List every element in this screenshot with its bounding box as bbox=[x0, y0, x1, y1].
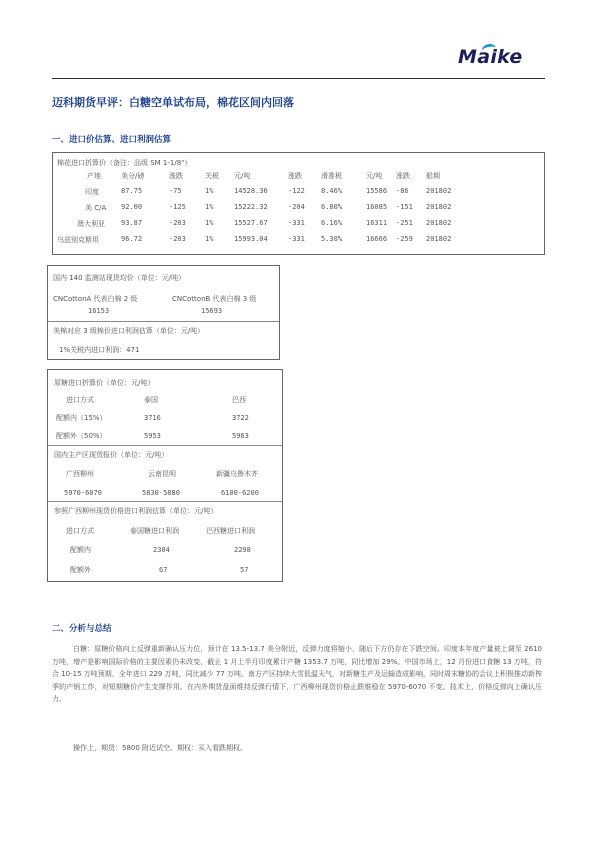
table-cell: 5.30% bbox=[321, 235, 343, 243]
cncotton-a-label: CNCottonA 代表白棉 2 级 bbox=[53, 295, 138, 303]
profit-row-value: 2298 bbox=[234, 546, 251, 554]
table-cell: 澳大利亚 bbox=[77, 220, 105, 228]
import-row-value: 5953 bbox=[144, 432, 161, 440]
cotton-profit-line: 1%关税内进口利润：471 bbox=[59, 346, 140, 354]
profit-header-brazil: 巴西糖进口利润 bbox=[206, 527, 255, 535]
table-cell: 8.46% bbox=[321, 187, 343, 195]
table-cell: -204 bbox=[288, 203, 305, 211]
import-header-thailand: 泰国 bbox=[144, 396, 158, 404]
table-cell: -251 bbox=[396, 219, 413, 227]
column-header: 涨跌 bbox=[288, 172, 302, 180]
table-cell: 92.00 bbox=[121, 203, 143, 211]
column-header: 美分/磅 bbox=[121, 172, 145, 180]
column-header: 元/吨 bbox=[366, 172, 383, 180]
import-row-value: 5963 bbox=[232, 432, 249, 440]
sugar-import-caption: 原糖进口折算价（单位：元/吨） bbox=[54, 379, 155, 387]
sugar-box bbox=[47, 369, 283, 582]
table-cell: 乌兹别克斯坦 bbox=[57, 236, 99, 244]
table-cell: -86 bbox=[396, 187, 409, 195]
table-cell: 201802 bbox=[426, 187, 452, 195]
domestic-cotton-box bbox=[47, 265, 280, 360]
import-row-label: 配额内（15%） bbox=[56, 414, 107, 422]
table-cell: 15527.67 bbox=[234, 219, 268, 227]
table-cell: 87.75 bbox=[121, 187, 143, 195]
table-cell: 93.87 bbox=[121, 219, 143, 227]
page-title: 迈科期货早评：白糖空单试布局，棉花区间内回落 bbox=[52, 96, 294, 109]
table-cell: 15586 bbox=[366, 187, 388, 195]
import-header-brazil: 巴西 bbox=[232, 396, 246, 404]
operation-paragraph: 操作上，期货：5800 附近试空。期权：买入看跌期权。 bbox=[73, 744, 248, 752]
table-cell: 1% bbox=[205, 219, 214, 227]
header-divider bbox=[52, 78, 545, 79]
table-row bbox=[57, 203, 549, 215]
table-cell: -75 bbox=[169, 187, 182, 195]
table-cell: 201802 bbox=[426, 219, 452, 227]
table-cell: 16085 bbox=[366, 203, 388, 211]
table-cell: 16311 bbox=[366, 219, 388, 227]
table-cell: 1% bbox=[205, 235, 214, 243]
table-cell: -331 bbox=[288, 235, 305, 243]
table-cell: 6.16% bbox=[321, 219, 343, 227]
table-cell: -122 bbox=[288, 187, 305, 195]
table-cell: 16666 bbox=[366, 235, 388, 243]
column-header: 元/吨 bbox=[234, 172, 251, 180]
profit-header-thailand: 泰国糖进口利润 bbox=[130, 527, 179, 535]
section-heading-analysis: 二、分析与总结 bbox=[52, 624, 112, 634]
table-cell: 美 C/A bbox=[85, 204, 107, 212]
import-row-label: 配额外（50%） bbox=[56, 432, 107, 440]
table-cell: 6.80% bbox=[321, 203, 343, 211]
table-cell: -203 bbox=[169, 219, 186, 227]
profit-row-value: 67 bbox=[159, 566, 168, 574]
table-header-row bbox=[57, 171, 549, 183]
table-cell: -331 bbox=[288, 219, 305, 227]
column-header: 关税 bbox=[205, 172, 219, 180]
cotton-profit-caption: 美棉对应 3 级棉价进口利润估算（单位：元/吨） bbox=[53, 327, 205, 335]
table-caption: 棉花进口折算价（备注：品级 SM 1-1/8"） bbox=[57, 159, 192, 167]
table-row bbox=[57, 219, 549, 231]
spot-price: 5830-5880 bbox=[142, 489, 180, 497]
table-cell: 96.72 bbox=[121, 235, 143, 243]
sugar-spot-caption: 国内主产区现货报价（单位：元/吨） bbox=[54, 451, 169, 459]
column-header: 产地 bbox=[87, 172, 101, 180]
spot-price: 5970-6070 bbox=[64, 489, 102, 497]
spot-region: 新疆乌鲁木齐 bbox=[216, 470, 258, 478]
import-row-value: 3722 bbox=[232, 414, 249, 422]
spot-price: 6100-6200 bbox=[221, 489, 259, 497]
analysis-paragraph: 白糖：原糖价格向上反弹重新确认压力位，预计在 13.5-13.7 美分附近，反弹力度将缩小，随后下方仍存在下跌空间。印度本年度产量被上调至 2610 万吨，增产是影响国际价格的主要因素仍未改变，截止 1 月上半月印度累计产糖 1353.7 万吨，同比增加 29%。中国市场上，12 月份进口食糖 13 万吨，符合 10-15 万吨预期，全年进口 229 万吨，同比减少 77 万吨。南方产区持续大雪低温天气，对新糖生产及运输造成影响，同时周末糖协的会议上积极推动新榨季的产销工作，对短期糖价产生支撑作用。在内外期货盘面维持反弹行情下，广西柳州现货价格止跌维稳在 5970-6070 不变。技术上，价格反弹向上确认压力。 bbox=[52, 645, 542, 703]
cotton-import-table bbox=[52, 152, 545, 255]
profit-row-label: 配额外 bbox=[70, 566, 91, 574]
cncotton-a-value: 16153 bbox=[88, 307, 110, 315]
table-cell: -151 bbox=[396, 203, 413, 211]
table-cell: -259 bbox=[396, 235, 413, 243]
column-header: 船期 bbox=[426, 172, 440, 180]
spot-region: 云南昆明 bbox=[148, 470, 176, 478]
profit-row-value: 2304 bbox=[153, 546, 170, 554]
column-header: 滑准税 bbox=[321, 172, 342, 180]
table-row bbox=[57, 187, 549, 199]
table-cell: -125 bbox=[169, 203, 186, 211]
table-cell: 201802 bbox=[426, 203, 452, 211]
table-cell: 1% bbox=[205, 203, 214, 211]
cncotton-b-value: 15693 bbox=[201, 307, 223, 315]
profit-row-value: 57 bbox=[240, 566, 249, 574]
table-cell: 1% bbox=[205, 187, 214, 195]
profit-row-label: 配额内 bbox=[70, 546, 91, 554]
table-cell: 印度 bbox=[85, 188, 99, 196]
table-cell: -203 bbox=[169, 235, 186, 243]
sugar-profit-caption: 参照广西柳州现货价格进口利润估算（单位：元/吨） bbox=[54, 507, 218, 515]
table-cell: 14528.36 bbox=[234, 187, 268, 195]
table-cell: 15993.04 bbox=[234, 235, 268, 243]
spot-region: 广西柳州 bbox=[66, 470, 94, 478]
column-header: 涨跌 bbox=[169, 172, 183, 180]
table-cell: 201802 bbox=[426, 235, 452, 243]
maike-logo bbox=[454, 46, 534, 72]
inner-divider bbox=[48, 445, 282, 446]
domestic-cotton-caption: 国内 140 监测站现货均价（单位：元/吨） bbox=[53, 274, 186, 282]
column-header: 涨跌 bbox=[396, 172, 410, 180]
inner-divider bbox=[48, 321, 279, 322]
inner-divider bbox=[48, 501, 282, 502]
table-row bbox=[57, 235, 549, 247]
import-row-value: 3716 bbox=[144, 414, 161, 422]
profit-header-method: 进口方式 bbox=[66, 527, 94, 535]
import-header-method: 进口方式 bbox=[66, 396, 94, 404]
logo-text: Maike bbox=[458, 46, 523, 68]
section-heading-import: 一、进口价估算、进口利润估算 bbox=[52, 135, 172, 145]
table-cell: 15222.32 bbox=[234, 203, 268, 211]
cncotton-b-label: CNCottonB 代表白棉 3 级 bbox=[172, 295, 257, 303]
